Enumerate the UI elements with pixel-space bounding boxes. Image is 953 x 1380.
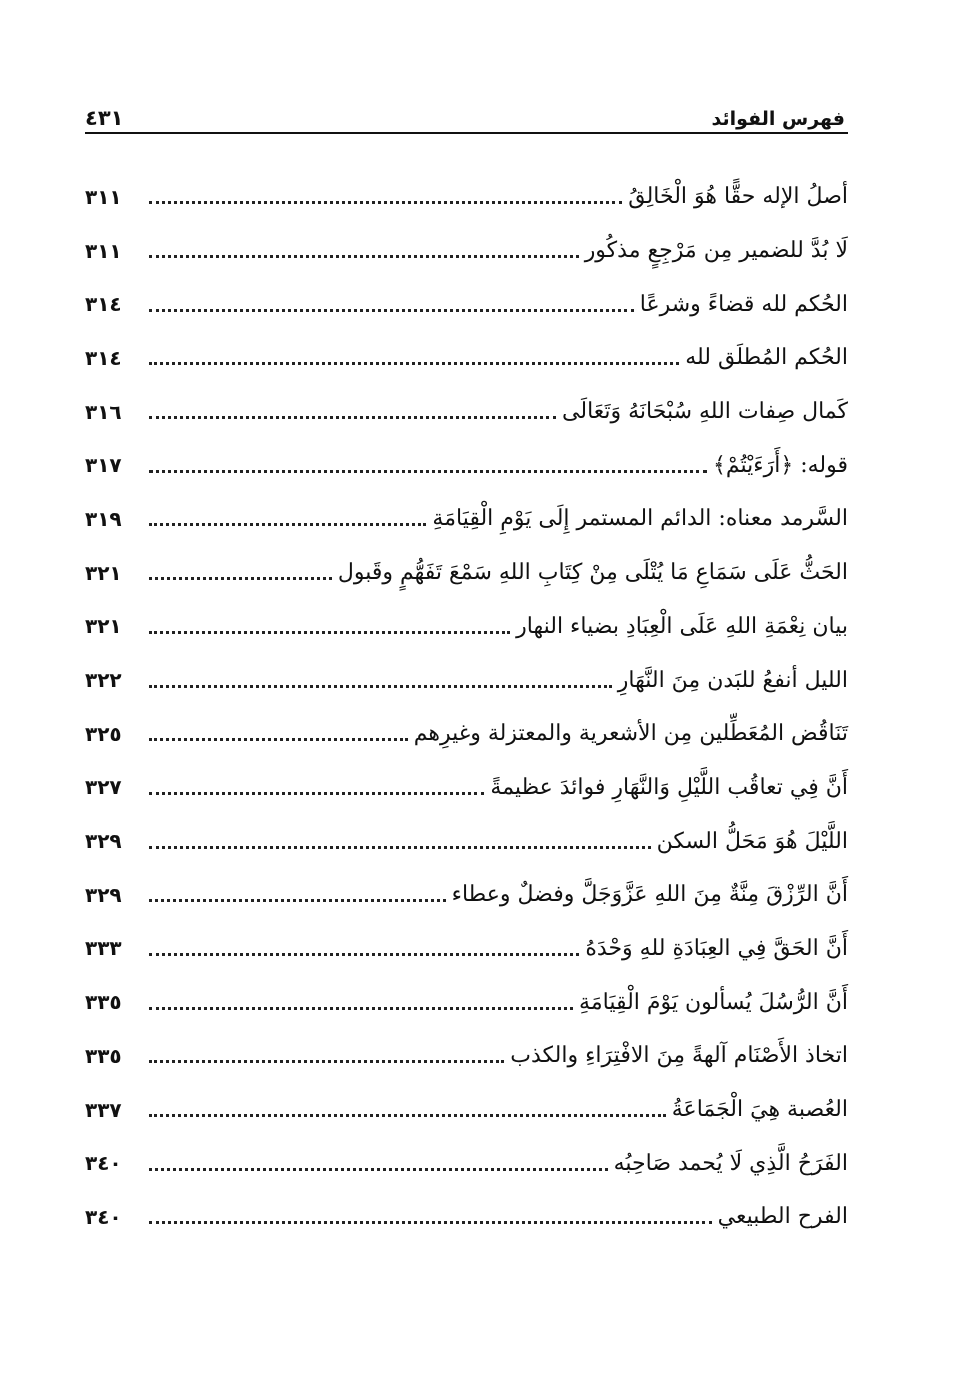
dot-leader — [149, 792, 484, 795]
dot-leader — [149, 470, 707, 473]
index-entry — [85, 331, 848, 385]
dot-leader — [149, 631, 510, 634]
entry-text: الليل أنفعُ للبَدن مِنَ النَّهَارِ — [617, 667, 848, 693]
entry-text: لَا بُدَّ للضمير مِن مَرْجِعٍ مذكُور — [584, 238, 848, 264]
entry-page-number: ٣٣٣ — [85, 936, 122, 961]
index-entry — [85, 385, 848, 439]
dot-leader — [149, 738, 408, 741]
index-entry — [85, 653, 848, 707]
entry-page-number: ٣٢٩ — [85, 829, 122, 854]
dot-leader — [149, 309, 634, 312]
index-entry — [85, 492, 848, 546]
entry-page-number: ٣٢١ — [85, 614, 122, 639]
entry-text: الحُكم لله قضاءً وشرعًا — [639, 291, 848, 317]
entry-text: العُصبة هِيَ الْجَمَاعَةُ — [671, 1097, 848, 1123]
entry-text: أَنَّ الرِّزْقَ مِنَّةٌ مِنَ اللهِ عَزَّوَجَلَّ وفضلٌ وعطاء — [451, 882, 848, 908]
header-rule — [85, 132, 848, 134]
entry-page-number: ٣٢٩ — [85, 882, 122, 907]
index-entry — [85, 546, 848, 600]
index-entry — [85, 1136, 848, 1190]
entry-text: أصلُ الإله حقًّا هُوَ الْخَالِقُ — [628, 184, 848, 210]
dot-leader — [149, 685, 612, 688]
dot-leader — [149, 201, 622, 204]
dot-leader — [149, 1060, 504, 1063]
entry-text: أَنَّ الرُّسُلَ يُسألون يَوْمَ الْقِيَامَةِ — [579, 989, 848, 1015]
dot-leader — [149, 255, 579, 258]
entry-page-number: ٣١٤ — [85, 292, 122, 317]
entry-text: الفَرَحُ الَّذِي لَا يُحمد صَاحِبُه — [613, 1150, 848, 1176]
entry-page-number: ٣٣٥ — [85, 1043, 122, 1068]
index-entry — [85, 922, 848, 976]
dot-leader — [149, 899, 446, 902]
entry-text: قوله: ﴿أَرَءَيْتُمْ﴾ — [712, 452, 848, 478]
page-header — [85, 98, 845, 130]
entry-page-number: ٣١٦ — [85, 399, 122, 424]
dot-leader — [149, 1221, 712, 1224]
index-entry — [85, 761, 848, 815]
entry-text: كَمال صِفات اللهِ سُبْحَانَهُ وَتَعَالَى — [562, 399, 848, 425]
dot-leader — [149, 577, 332, 580]
dot-leader — [149, 1007, 573, 1010]
entry-text: الحُكم المُطلَق لله — [685, 345, 848, 371]
entry-page-number: ٣٤٠ — [85, 1151, 122, 1176]
dot-leader — [149, 1168, 608, 1171]
dot-leader — [149, 523, 426, 526]
entry-page-number: ٣٣٧ — [85, 1097, 122, 1122]
entry-page-number: ٣١٤ — [85, 345, 122, 370]
entry-page-number: ٣٢١ — [85, 560, 122, 585]
index-entry — [85, 224, 848, 278]
entry-page-number: ٣٢٧ — [85, 775, 122, 800]
dot-leader — [149, 953, 579, 956]
entry-text: الفرح الطبيعي — [717, 1204, 848, 1230]
entry-page-number: ٣٢٥ — [85, 721, 122, 746]
index-entry — [85, 1029, 848, 1083]
entry-page-number: ٣١٩ — [85, 506, 122, 531]
index-entry — [85, 600, 848, 654]
index-entry — [85, 1190, 848, 1244]
entry-text: أَنَّ فِي تعاقُب اللَّيْلِ وَالنَّهَارِ فوائدَ عظيمةً — [490, 774, 848, 800]
entry-page-number: ٣١١ — [85, 184, 122, 209]
entry-text: أَنَّ الحَقَّ فِي العِبَادَةِ للهِ وَحْدَهُ — [585, 935, 848, 961]
dot-leader — [149, 1114, 666, 1117]
entry-page-number: ٣١١ — [85, 238, 122, 263]
entry-text: الحَثُّ عَلَى سَمَاعِ مَا يُتْلَى مِنْ كِتَابِ اللهِ سَمْعَ تَفَهُّمٍ وقَبول — [337, 560, 848, 586]
dot-leader — [149, 362, 679, 365]
index-entry — [85, 170, 848, 224]
entry-text: اتخاذ الأَصْنَام آلهةً مِنَ الافْتِرَاءِ والكذب — [510, 1043, 848, 1069]
header-title: فهرس الفوائد — [711, 108, 845, 130]
header-page-number: ٤٣١ — [85, 106, 124, 130]
index-entry — [85, 814, 848, 868]
index-entry — [85, 1083, 848, 1137]
entry-page-number: ٣٢٢ — [85, 668, 122, 693]
index-list — [85, 170, 848, 1244]
index-entry — [85, 277, 848, 331]
index-entry — [85, 975, 848, 1029]
index-entry — [85, 707, 848, 761]
index-entry — [85, 868, 848, 922]
entry-page-number: ٣٤٠ — [85, 1204, 122, 1229]
dot-leader — [149, 846, 651, 849]
entry-text: تَنَاقُض المُعَطِّلين مِن الأشعرية والمعتزلة وغيرِهم — [413, 721, 848, 747]
entry-text: اللَّيْلَ هُوَ مَحَلُّ السكن — [656, 828, 848, 854]
entry-page-number: ٣١٧ — [85, 453, 122, 478]
dot-leader — [149, 416, 556, 419]
entry-text: السَّرمد معناه: الدائم المستمر إِلَى يَوْمِ الْقِيَامَةِ — [432, 506, 848, 532]
entry-page-number: ٣٣٥ — [85, 990, 122, 1015]
entry-text: بيان نِعْمَةِ اللهِ عَلَى الْعِبَادِ بضياء النهار — [516, 613, 848, 639]
index-entry — [85, 438, 848, 492]
